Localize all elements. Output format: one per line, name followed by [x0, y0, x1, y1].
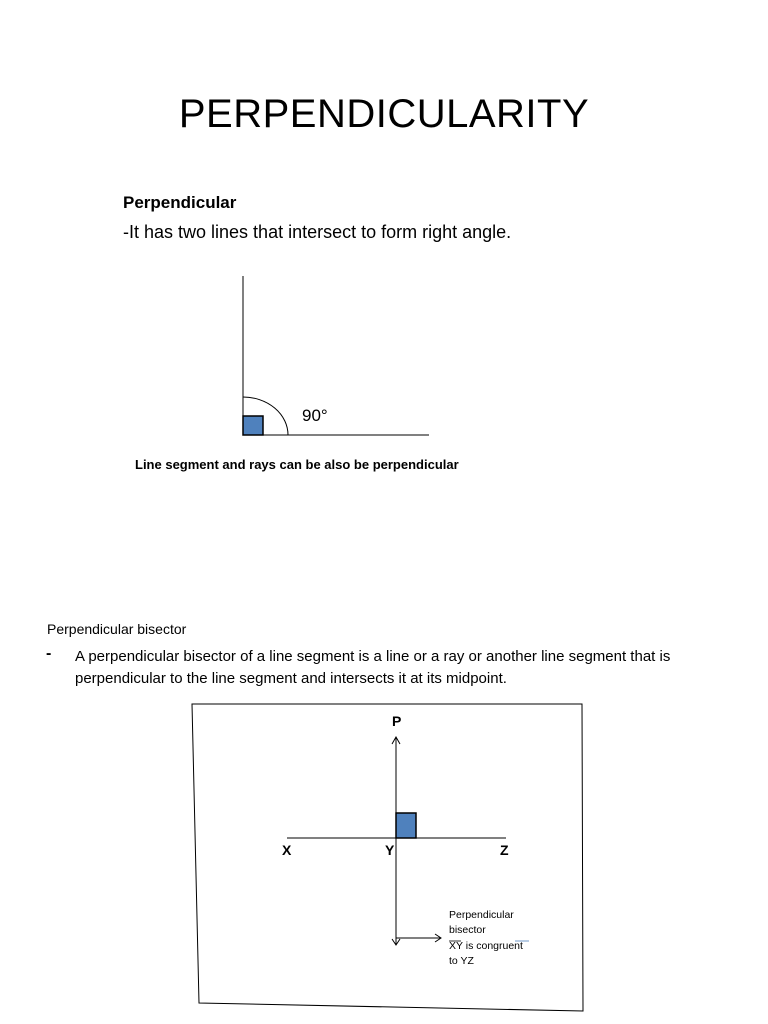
page-title: PERPENDICULARITY	[178, 92, 590, 136]
note-line-2: bisector	[449, 924, 486, 936]
perpendicular-definition: -It has two lines that intersect to form right angle.	[123, 222, 512, 242]
angle-label: 90°	[302, 406, 328, 425]
right-angle-diagram	[243, 276, 429, 435]
bullet-dash: -	[46, 645, 52, 662]
note-line-3: XY is congruent	[449, 940, 523, 952]
label-x: X	[282, 842, 292, 858]
bisector-heading: Perpendicular bisector	[47, 621, 187, 637]
perpendicular-heading: Perpendicular	[123, 193, 237, 212]
bisector-diagram	[192, 704, 583, 1011]
perpendicular-caption: Line segment and rays can be also be perpendicular	[135, 457, 459, 472]
note-line-4: to YZ	[449, 955, 474, 967]
note-line-1: Perpendicular	[449, 909, 514, 921]
label-z: Z	[500, 842, 509, 858]
right-angle-square	[243, 416, 263, 435]
label-y: Y	[385, 842, 395, 858]
right-angle-square	[396, 813, 416, 838]
label-p: P	[392, 713, 402, 729]
bisector-definition: A perpendicular bisector of a line segment is a line or a ray or another line segment that is perpendicular to the line segment and intersects it at its midpoint.	[75, 648, 671, 687]
